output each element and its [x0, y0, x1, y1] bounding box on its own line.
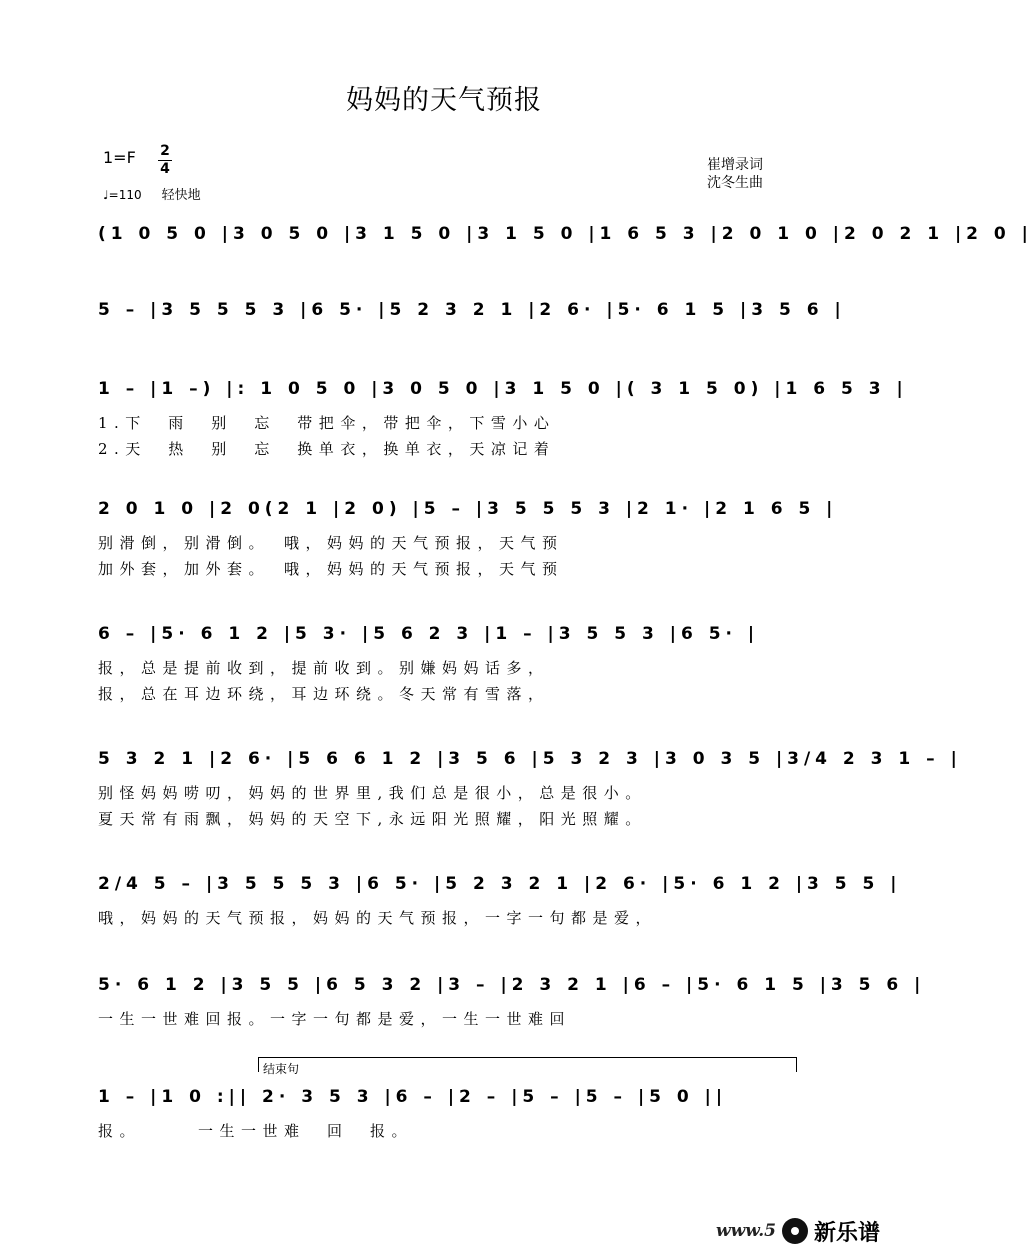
notation-line: (1 0 5 0 |3 0 5 0 |3 1 5 0 |3 1 5 0 |1 6 5 3 |2 0 1 0 |2 0 2 1 |2 0 |: [98, 224, 1033, 244]
time-signature: [158, 144, 172, 177]
notation-line: 1 – |1 0 :|| 2· 3 5 3 |6 – |2 – |5 – |5 – |5 0 ||: [98, 1087, 728, 1107]
tempo-marking: [103, 184, 201, 203]
lyric-line: 一生一世难回报。一字一句都是爱，一生一世难回: [98, 1010, 572, 1028]
lyric-verse-2: 夏天常有雨飘，妈妈的天空下,永远阳光照耀，阳光照耀。: [98, 810, 647, 828]
lyric-verse-2: 加外套，加外套。 哦，妈妈的天气预报，天气预: [98, 560, 564, 578]
lyric-verse-2: 报，总在耳边环绕，耳边环绕。冬天常有雪落，: [98, 685, 550, 703]
notation-line: 1 – |1 –) |: 1 0 5 0 |3 0 5 0 |3 1 5 0 |( 3 1 5 0) |1 6 5 3 |: [98, 379, 908, 399]
notation-line: 2/4 5 – |3 5 5 5 3 |6 5· |5 2 3 2 1 |2 6· |5· 6 1 2 |3 5 5 |: [98, 874, 902, 894]
lyric-verse-1: 报，总是提前收到，提前收到。别嫌妈妈话多，: [98, 659, 550, 677]
key-signature: 1=F: [103, 148, 136, 167]
watermark: [716, 1216, 880, 1246]
lyric-line: 哦，妈妈的天气预报，妈妈的天气预报，一字一句都是爱，: [98, 909, 658, 927]
notation-line: 5· 6 1 2 |3 5 5 |6 5 3 2 |3 – |2 3 2 1 |6 – |5· 6 1 5 |3 5 6 |: [98, 975, 926, 995]
ending-bracket: [258, 1057, 797, 1076]
expression-text: 轻快地: [161, 188, 201, 203]
notation-line: 2 0 1 0 |2 0(2 1 |2 0) |5 – |3 5 5 5 3 |2 1· |2 1 6 5 |: [98, 499, 838, 519]
tempo-value: ♩=110: [103, 188, 142, 202]
composer-credit: 沈冬生曲: [707, 175, 763, 191]
lyricist-credit: 崔增录词: [707, 157, 763, 173]
time-signature-bottom: 4: [160, 161, 170, 177]
lyric-verse-1: 别滑倒，别滑倒。 哦，妈妈的天气预报，天气预: [98, 534, 564, 552]
notation-line: 5 3 2 1 |2 6· |5 6 6 1 2 |3 5 6 |5 3 2 3 |3 0 3 5 |3/4 2 3 1 – |: [98, 749, 962, 769]
watermark-brand: 新乐谱: [813, 1220, 880, 1246]
credits: [707, 156, 763, 192]
page-title: 妈妈的天气预报: [346, 85, 542, 116]
lyric-verse-2: 2.天 热 别 忘 换单衣，换单衣，天凉记着: [98, 440, 556, 458]
ending-label: 结束句: [263, 1062, 300, 1076]
record-disc-icon: [782, 1218, 808, 1244]
watermark-url: www.5: [716, 1221, 776, 1241]
lyric-verse-1: 1.下 雨 别 忘 带把伞，带把伞，下雪小心: [98, 414, 556, 432]
time-signature-top: 2: [160, 143, 170, 159]
notation-line: 5 – |3 5 5 5 3 |6 5· |5 2 3 2 1 |2 6· |5· 6 1 5 |3 5 6 |: [98, 300, 846, 320]
notation-line: 6 – |5· 6 1 2 |5 3· |5 6 2 3 |1 – |3 5 5 3 |6 5· |: [98, 624, 760, 644]
lyric-verse-1: 别怪妈妈唠叨，妈妈的世界里,我们总是很小，总是很小。: [98, 784, 647, 802]
lyric-line: 报。 一生一世难 回 报。: [98, 1122, 414, 1140]
